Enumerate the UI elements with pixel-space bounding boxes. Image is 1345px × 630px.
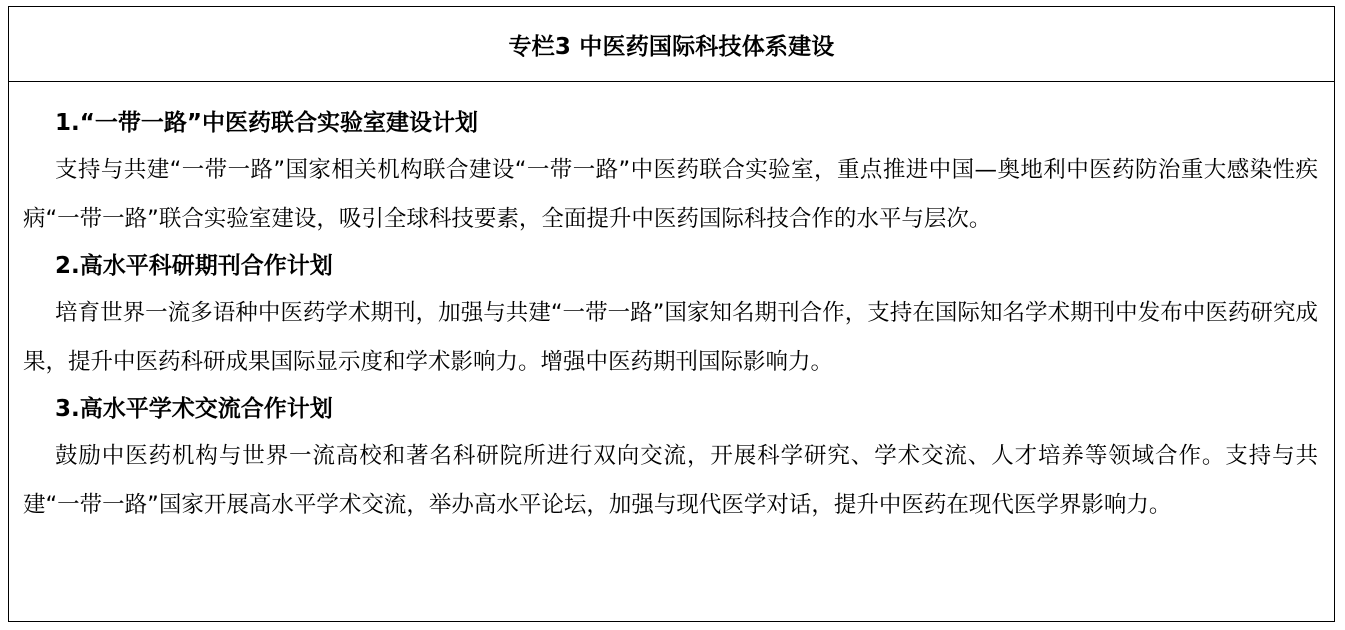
box-body [9, 82, 1334, 529]
section-text: 支持与共建“一带一路”国家相关机构联合建设“一带一路”中医药联合实验室，重点推进中国—奥地利中医药防治重大感染性疾病“一带一路”联合实验室建设，吸引全球科技要素，全面提升中医药国际科技合作的水平与层次。 [23, 157, 1318, 232]
section-text: 鼓励中医药机构与世界一流高校和著名科研院所进行双向交流，开展科学研究、学术交流、人才培养等领域合作。支持与共建“一带一路”国家开展高水平学术交流，举办高水平论坛，加强与现代医学对话，提升中医药在现代医学界影响力。 [23, 443, 1318, 518]
box-title: 专栏3 中医药国际科技体系建设 [508, 33, 835, 60]
section-title: 3.高水平学术交流合作计划 [55, 396, 333, 422]
special-column-box [8, 6, 1335, 622]
box-header [9, 7, 1334, 82]
section-lab-plan [23, 100, 1318, 243]
section-exchange-plan [23, 386, 1318, 529]
section-text: 培育世界一流多语种中医药学术期刊，加强与共建“一带一路”国家知名期刊合作，支持在国际知名学术期刊中发布中医药研究成果，提升中医药科研成果国际显示度和学术影响力。增强中医药期刊国际影响力。 [23, 300, 1318, 375]
section-title: 1.“一带一路”中医药联合实验室建设计划 [55, 110, 478, 136]
section-journal-plan [23, 243, 1318, 386]
section-title: 2.高水平科研期刊合作计划 [55, 253, 333, 279]
